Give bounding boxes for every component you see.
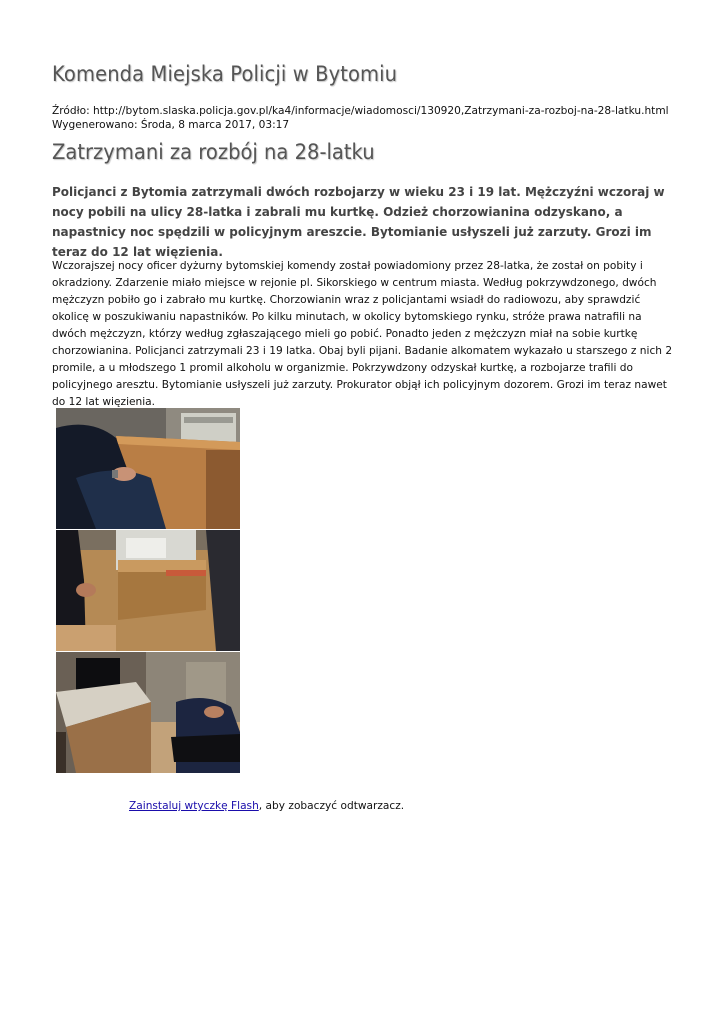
install-flash-link[interactable]: Zainstaluj wtyczkę Flash bbox=[129, 800, 259, 812]
source-line: Źródło: http://bytom.slaska.policja.gov.pl/ka4/informacje/wiadomosci/130920,Zatrzymani-za-rozboj-na-28-latku.html bbox=[52, 105, 669, 117]
photo-handcuffed-man-at-desk bbox=[56, 408, 240, 529]
site-title: Komenda Miejska Policji w Bytomiu bbox=[52, 62, 398, 86]
generated-line: Wygenerowano: Środa, 8 marca 2017, 03:17 bbox=[52, 119, 290, 131]
flash-notice bbox=[129, 800, 404, 812]
photo-man-beside-desk bbox=[56, 530, 240, 651]
photo-gallery bbox=[56, 408, 240, 774]
article-title: Zatrzymani za rozbój na 28-latku bbox=[52, 140, 375, 164]
flash-notice-suffix: , aby zobaczyć odtwarzacz. bbox=[258, 800, 405, 812]
document-meta bbox=[52, 104, 669, 132]
article-lead: Policjanci z Bytomia zatrzymali dwóch rozbojarzy w wieku 23 i 19 lat. Mężczyźni wczoraj w nocy pobili na ulicy 28-latka i zabrali mu kurtkę. Odzież chorzowianina odzyskano, a napastnicy noc spędzili w policyjnym areszcie. Bytomianie usłyszeli już zarzuty. Grozi im teraz do 12 lat więzienia. bbox=[52, 185, 665, 259]
photo-man-seated-in-office bbox=[56, 652, 240, 773]
article-body: Wczorajszej nocy oficer dyżurny bytomskiej komendy został powiadomiony przez 28-latka, że został on pobity i okradziony. Zdarzenie miało miejsce w rejonie pl. Sikorskiego w centrum miasta. Według pokrzywdzonego, dwóch mężczyzn pobiło go i zabrało mu kurtkę. Chorzowianin wraz z policjantami wsiadł do radiowozu, aby sprawdzić okolicę w poszukiwaniu napastników. Po kilku minutach, w okolicy bytomskiego rynku, stróże prawa natrafili na dwóch mężczyzn, którzy według zgłaszającego mieli go pobić. Ponadto jeden z mężczyzn miał na sobie kurtkę chorzowianina. Policjanci zatrzymali 23 i 19 latka. Obaj byli pijani. Badanie alkomatem wykazało u starszego z nich 2 promile, a u młodszego 1 promil alkoholu w organizmie. Pokrzywdzony odzyskał kurtkę, a rozbojarze trafili do policyjnego aresztu. Bytomianie usłyszeli już zarzuty. Prokurator objął ich policyjnym dozorem. Grozi im teraz nawet do 12 lat więzienia. bbox=[52, 260, 673, 408]
